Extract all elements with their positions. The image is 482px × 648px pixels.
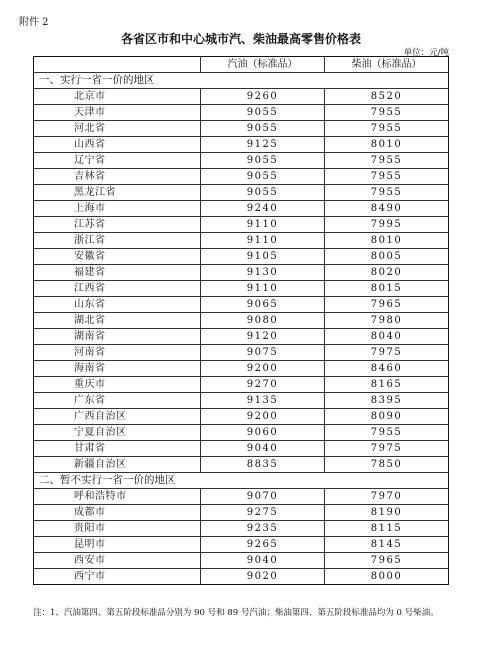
diesel-price: 7980 <box>325 313 449 329</box>
section-row <box>34 73 449 89</box>
table-row <box>34 457 449 473</box>
region-name: 广西自治区 <box>34 409 201 425</box>
diesel-price: 8115 <box>325 521 449 537</box>
diesel-price: 8165 <box>325 377 449 393</box>
section-title: 一、实行一省一价的地区 <box>34 73 449 89</box>
table-row <box>34 297 449 313</box>
diesel-price: 8460 <box>325 361 449 377</box>
gasoline-price: 9060 <box>201 425 325 441</box>
gasoline-price: 9055 <box>201 185 325 201</box>
region-name: 浙江省 <box>34 233 201 249</box>
table-row <box>34 329 449 345</box>
gasoline-price: 8835 <box>201 457 325 473</box>
gasoline-price: 9235 <box>201 521 325 537</box>
gasoline-price: 9110 <box>201 281 325 297</box>
section-row <box>34 473 449 489</box>
gasoline-price: 9275 <box>201 505 325 521</box>
table-row <box>34 441 449 457</box>
diesel-price: 8010 <box>325 233 449 249</box>
table-row <box>34 89 449 105</box>
gasoline-price: 9110 <box>201 233 325 249</box>
diesel-price: 8190 <box>325 505 449 521</box>
region-name: 西宁市 <box>34 569 201 585</box>
diesel-price: 7955 <box>325 105 449 121</box>
region-name: 广东省 <box>34 393 201 409</box>
region-name: 重庆市 <box>34 377 201 393</box>
table-header-row <box>34 57 449 73</box>
gasoline-price: 9135 <box>201 393 325 409</box>
diesel-price: 8015 <box>325 281 449 297</box>
diesel-price: 8040 <box>325 329 449 345</box>
table-row <box>34 313 449 329</box>
diesel-price: 7955 <box>325 169 449 185</box>
table-row <box>34 137 449 153</box>
table-row <box>34 409 449 425</box>
gasoline-price: 9125 <box>201 137 325 153</box>
gasoline-price: 9130 <box>201 265 325 281</box>
region-name: 湖北省 <box>34 313 201 329</box>
section-title: 二、暂不实行一省一价的地区 <box>34 473 449 489</box>
region-name: 湖南省 <box>34 329 201 345</box>
region-name: 昆明市 <box>34 537 201 553</box>
region-name: 海南省 <box>34 361 201 377</box>
gasoline-price: 9055 <box>201 121 325 137</box>
table-row <box>34 521 449 537</box>
table-row <box>34 121 449 137</box>
gasoline-price: 9065 <box>201 297 325 313</box>
table-row <box>34 185 449 201</box>
page-title: 各省区市和中心城市汽、柴油最高零售价格表 <box>120 32 361 46</box>
gasoline-price: 9055 <box>201 169 325 185</box>
table-row <box>34 233 449 249</box>
region-name: 山东省 <box>34 297 201 313</box>
region-name: 河北省 <box>34 121 201 137</box>
table-row <box>34 265 449 281</box>
diesel-price: 7995 <box>325 217 449 233</box>
diesel-price: 7975 <box>325 441 449 457</box>
region-name: 江西省 <box>34 281 201 297</box>
table-row <box>34 217 449 233</box>
table-row <box>34 489 449 505</box>
region-name: 成都市 <box>34 505 201 521</box>
gasoline-price: 9055 <box>201 153 325 169</box>
diesel-price: 8520 <box>325 89 449 105</box>
header-region-cell <box>34 57 201 73</box>
header-diesel: 柴油（标准品） <box>325 57 449 73</box>
gasoline-price: 9020 <box>201 569 325 585</box>
table-row <box>34 105 449 121</box>
gasoline-price: 9200 <box>201 409 325 425</box>
table-row <box>34 201 449 217</box>
region-name: 山西省 <box>34 137 201 153</box>
gasoline-price: 9070 <box>201 489 325 505</box>
region-name: 安徽省 <box>34 249 201 265</box>
region-name: 甘肃省 <box>34 441 201 457</box>
gasoline-price: 9260 <box>201 89 325 105</box>
gasoline-price: 9200 <box>201 361 325 377</box>
table-row <box>34 249 449 265</box>
region-name: 吉林省 <box>34 169 201 185</box>
diesel-price: 7955 <box>325 185 449 201</box>
gasoline-price: 9240 <box>201 201 325 217</box>
region-name: 辽宁省 <box>34 153 201 169</box>
table-row <box>34 537 449 553</box>
diesel-price: 7955 <box>325 425 449 441</box>
diesel-price: 7965 <box>325 297 449 313</box>
table-row <box>34 569 449 585</box>
diesel-price: 7970 <box>325 489 449 505</box>
table-row <box>34 281 449 297</box>
diesel-price: 8395 <box>325 393 449 409</box>
region-name: 宁夏自治区 <box>34 425 201 441</box>
diesel-price: 7955 <box>325 121 449 137</box>
gasoline-price: 9040 <box>201 553 325 569</box>
diesel-price: 7850 <box>325 457 449 473</box>
diesel-price: 8010 <box>325 137 449 153</box>
region-name: 北京市 <box>34 89 201 105</box>
gasoline-price: 9265 <box>201 537 325 553</box>
region-name: 上海市 <box>34 201 201 217</box>
region-name: 福建省 <box>34 265 201 281</box>
diesel-price: 8090 <box>325 409 449 425</box>
region-name: 贵阳市 <box>34 521 201 537</box>
region-name: 黑龙江省 <box>34 185 201 201</box>
gasoline-price: 9055 <box>201 105 325 121</box>
gasoline-price: 9110 <box>201 217 325 233</box>
table-row <box>34 393 449 409</box>
gasoline-price: 9080 <box>201 313 325 329</box>
table-row <box>34 345 449 361</box>
diesel-price: 8490 <box>325 201 449 217</box>
table-row <box>34 361 449 377</box>
footnote: 注：1、汽油第四、第五阶段标准品分别为 90 号和 89 号汽油；柴油第四、第五阶段标准品均为 0 号柴油。 <box>33 608 439 618</box>
region-name: 河南省 <box>34 345 201 361</box>
diesel-price: 7955 <box>325 153 449 169</box>
diesel-price: 7975 <box>325 345 449 361</box>
gasoline-price: 9270 <box>201 377 325 393</box>
diesel-price: 8020 <box>325 265 449 281</box>
price-table <box>33 56 449 585</box>
table-row <box>34 377 449 393</box>
region-name: 新疆自治区 <box>34 457 201 473</box>
table-row <box>34 425 449 441</box>
region-name: 江苏省 <box>34 217 201 233</box>
table-row <box>34 169 449 185</box>
table-row <box>34 553 449 569</box>
gasoline-price: 9040 <box>201 441 325 457</box>
region-name: 呼和浩特市 <box>34 489 201 505</box>
diesel-price: 8005 <box>325 249 449 265</box>
gasoline-price: 9120 <box>201 329 325 345</box>
gasoline-price: 9105 <box>201 249 325 265</box>
diesel-price: 7965 <box>325 553 449 569</box>
diesel-price: 8145 <box>325 537 449 553</box>
table-row <box>34 505 449 521</box>
region-name: 天津市 <box>34 105 201 121</box>
region-name: 西安市 <box>34 553 201 569</box>
table-row <box>34 153 449 169</box>
header-gasoline: 汽油（标准品） <box>201 57 325 73</box>
diesel-price: 8000 <box>325 569 449 585</box>
unit-label: 单位：元/吨 <box>403 48 449 58</box>
attachment-label: 附件 2 <box>19 17 49 28</box>
gasoline-price: 9075 <box>201 345 325 361</box>
